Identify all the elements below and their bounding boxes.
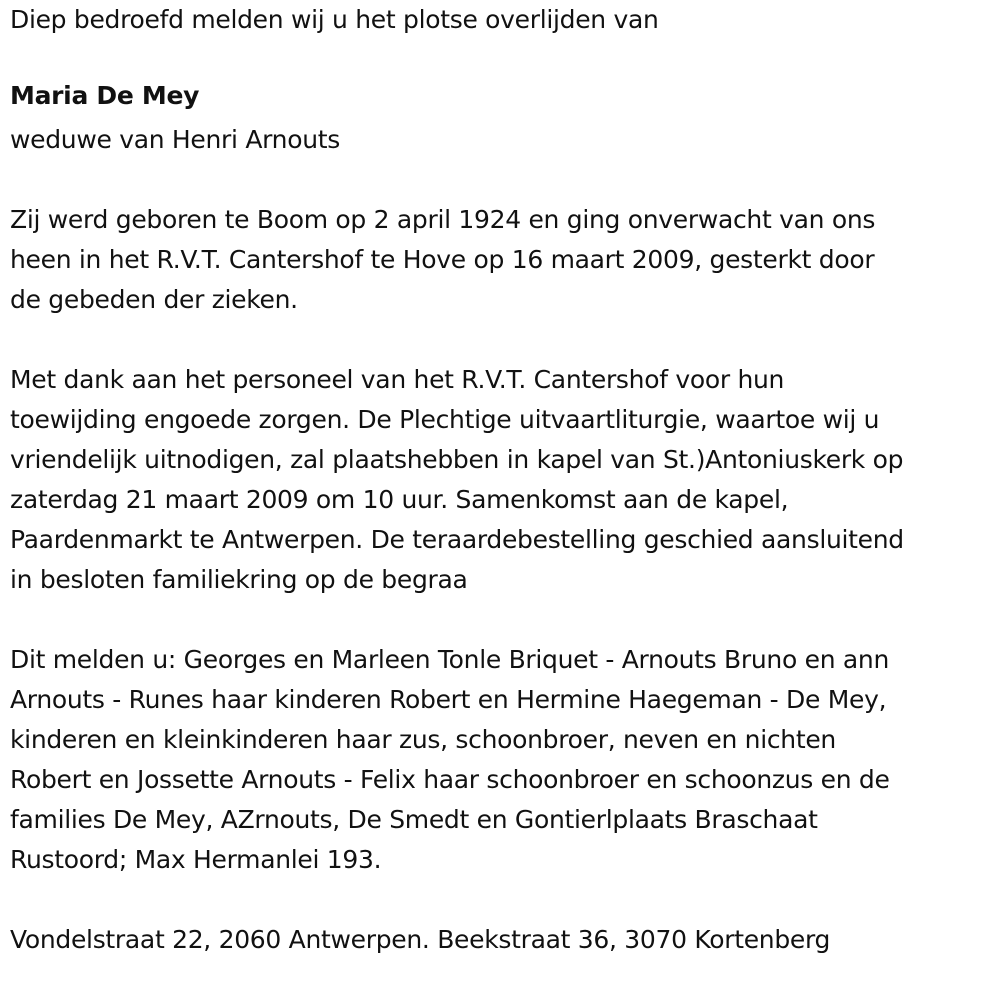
paragraph-line: kinderen en kleinkinderen haar zus, schoonbroer, neven en nichten: [10, 725, 836, 754]
paragraph-line: families De Mey, AZrnouts, De Smedt en Gontierlplaats Braschaat: [10, 805, 818, 834]
obituary-document: [10, 0, 995, 960]
paragraph-line: Arnouts - Runes haar kinderen Robert en Hermine Haegeman - De Mey,: [10, 685, 887, 714]
paragraph-line: Robert en Jossette Arnouts - Felix haar schoonbroer en schoonzus en de: [10, 765, 890, 794]
paragraph-line: Dit melden u: Georges en Marleen Tonle Briquet - Arnouts Bruno en ann: [10, 645, 889, 674]
paragraph-line: Met dank aan het personeel van het R.V.T. Cantershof voor hun: [10, 365, 785, 394]
ceremony-paragraph: [10, 360, 995, 600]
birth-death-paragraph: [10, 200, 995, 320]
paragraph-line: toewijding engoede zorgen. De Plechtige uitvaartliturgie, waartoe wij u: [10, 405, 880, 434]
paragraph-line: in besloten familiekring op de begraa: [10, 565, 468, 594]
paragraph-line: de gebeden der zieken.: [10, 285, 298, 314]
paragraph-line: heen in het R.V.T. Cantershof te Hove op 16 maart 2009, gesterkt door: [10, 245, 875, 274]
paragraph-line: Rustoord; Max Hermanlei 193.: [10, 845, 382, 874]
announcers-paragraph: [10, 640, 995, 880]
paragraph-line: Paardenmarkt te Antwerpen. De teraardebestelling geschied aansluitend: [10, 525, 904, 554]
intro-text: Diep bedroefd melden wij u het plotse overlijden van: [10, 5, 659, 34]
paragraph-line: zaterdag 21 maart 2009 om 10 uur. Samenkomst aan de kapel,: [10, 485, 789, 514]
paragraph-line: vriendelijk uitnodigen, zal plaatshebben in kapel van St.)Antoniuskerk op: [10, 445, 904, 474]
paragraph-line: Zij werd geboren te Boom op 2 april 1924 en ging onverwacht van ons: [10, 205, 876, 234]
deceased-name: Maria De Mey: [10, 81, 200, 110]
relation-text: weduwe van Henri Arnouts: [10, 125, 340, 154]
addresses-text: Vondelstraat 22, 2060 Antwerpen. Beekstraat 36, 3070 Kortenberg: [10, 925, 831, 954]
addresses-paragraph: [10, 920, 995, 960]
